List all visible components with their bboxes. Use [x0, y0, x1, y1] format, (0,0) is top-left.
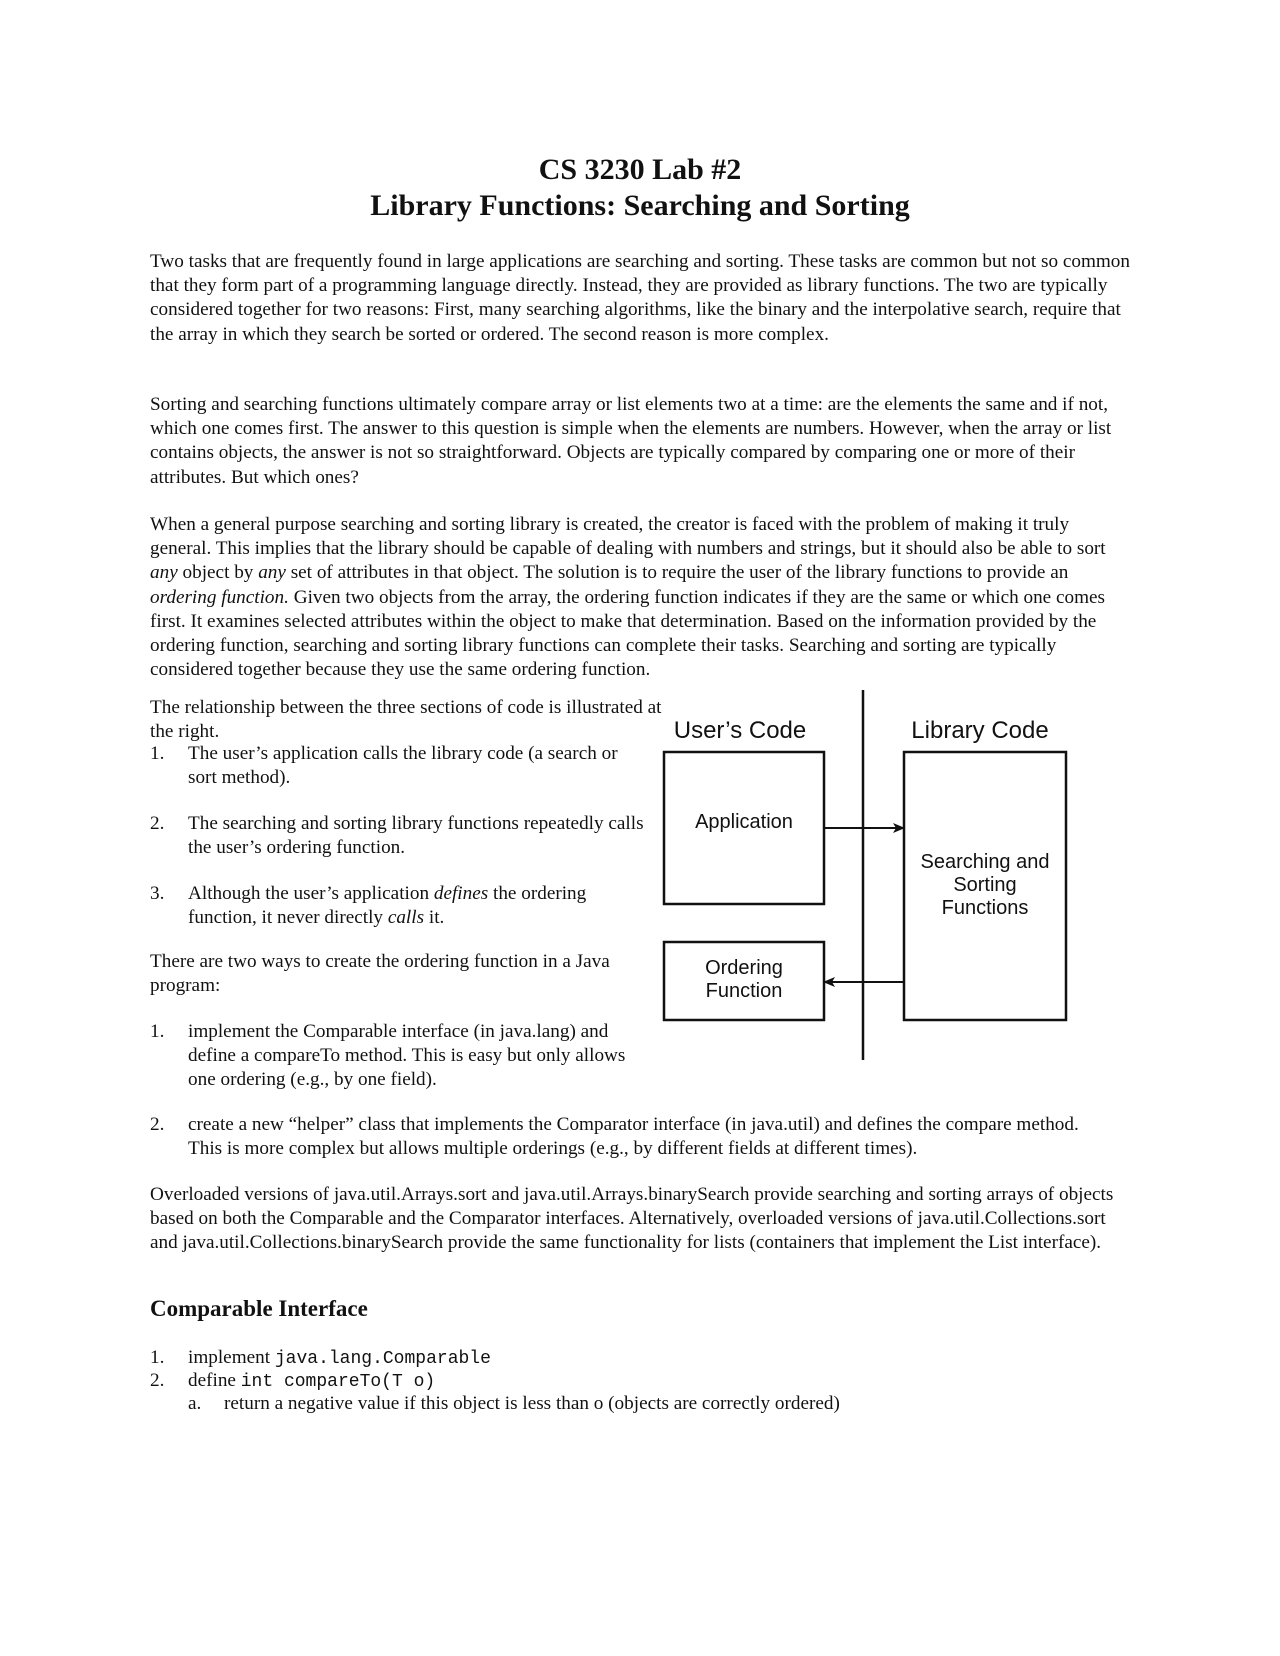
emphasis: any: [150, 562, 178, 584]
ways-intro: There are two ways to create the ordering function in a Java program:: [150, 951, 610, 997]
document-title: CS 3230 Lab #2: [538, 153, 742, 186]
list-text: implement the Comparable interface (in java.lang) and define a compareTo method. This is easy but only allows one ordering (e.g., by one field).: [188, 1021, 626, 1091]
relationship-intro: The relationship between the three sections of code is illustrated at the right.: [150, 697, 662, 743]
comparison-paragraph: Sorting and searching functions ultimately compare array or list elements two at a time: are the elements the same and if not, which one comes first. The answer to this question is simple when the elements are numbers. However, when the array or list contains objects, the answer is not so straightforward. Objects are typically compared by comparing one or more of their attributes. But which ones?: [150, 394, 1112, 488]
list-number: 3.: [150, 883, 165, 904]
application-label: Application: [695, 811, 793, 833]
list-text: [188, 882, 648, 930]
list-text: The searching and sorting library functions repeatedly calls the user’s ordering function.: [188, 813, 644, 859]
library-code-header: Library Code: [911, 717, 1049, 744]
intro-paragraph: Two tasks that are frequently found in large applications are searching and sorting. These tasks are common but not so common that they form part of a programming language directly. Instead, they are provided as library functions. The two are typically considered together for two reasons: First, many searching algorithms, like the binary and the interpolative search, require that the array in which they search be sorted or ordered. The second reason is more complex.: [150, 251, 1130, 345]
library-label-line3: Functions: [941, 897, 1029, 919]
list-number: 2.: [150, 813, 165, 834]
section-heading: Comparable Interface: [150, 1296, 368, 1321]
code-snippet: int compareTo(T o): [240, 1372, 436, 1392]
list-number: 1.: [150, 1347, 165, 1368]
text-run: it.: [424, 907, 445, 929]
ordering-label-line1: Ordering: [705, 957, 783, 979]
ordering-label-line2: Function: [705, 980, 783, 1002]
emphasis: defines: [433, 883, 489, 904]
users-code-header: User’s Code: [673, 717, 807, 744]
library-label-line2: Sorting: [953, 874, 1017, 896]
list-number: 2.: [150, 1370, 165, 1391]
emphasis: ordering function.: [150, 586, 289, 608]
emphasis: calls: [387, 907, 425, 929]
text-run: object by: [177, 562, 259, 584]
library-label-line1: Searching and: [920, 851, 1050, 873]
text-run: the ordering function, it never directly: [188, 883, 587, 929]
code-snippet: java.lang.Comparable: [274, 1349, 491, 1369]
list-text: return a negative value if this object is less than o (objects are correctly ordered): [224, 1393, 840, 1414]
document-subtitle: Library Functions: Searching and Sorting: [370, 189, 910, 222]
list-letter: a.: [188, 1393, 202, 1414]
list-text: create a new “helper” class that implements the Comparator interface (in java.util) and defines the compare method. This is more complex but allows multiple orderings (e.g., by different fields at different times).: [188, 1114, 1079, 1160]
general-library-paragraph: [150, 513, 1130, 682]
text-run: define: [188, 1370, 241, 1391]
text-run: set of attributes in that object. The solution is to require the user of the library functions to provide an: [285, 562, 1069, 584]
text-run: implement: [188, 1347, 275, 1368]
list-number: 2.: [150, 1114, 165, 1135]
emphasis: any: [258, 562, 286, 584]
list-text: The user’s application calls the library code (a search or sort method).: [188, 743, 618, 789]
overloaded-paragraph: Overloaded versions of java.util.Arrays.sort and java.util.Arrays.binarySearch provide searching and sorting arrays of objects based on both the Comparable and the Comparator interfaces. Alternatively, overloaded versions of java.util.Collections.sort and java.util.Collections.binarySearch provide the same functionality for lists (containers that implement the List interface).: [150, 1184, 1114, 1254]
text-run: Given two objects from the array, the ordering function indicates if they are the same or which one comes first. It examines selected attributes within the object to make that determination. Based on the information provided by the ordering function, searching and sorting library functions can complete their tasks. Searching and sorting are typically considered together because they use the same ordering function.: [150, 586, 1105, 681]
list-number: 1.: [150, 743, 165, 764]
text-run: Although the user’s application: [188, 883, 434, 904]
code-relationship-diagram: [660, 690, 1120, 1070]
list-text: [188, 1369, 1048, 1394]
text-run: When a general purpose searching and sorting library is created, the creator is faced with the problem of making it truly general. This implies that the library should be capable of dealing with numbers and strings, but it should also be able to sort: [150, 514, 1106, 560]
list-text: [188, 1346, 1048, 1371]
list-number: 1.: [150, 1021, 165, 1042]
